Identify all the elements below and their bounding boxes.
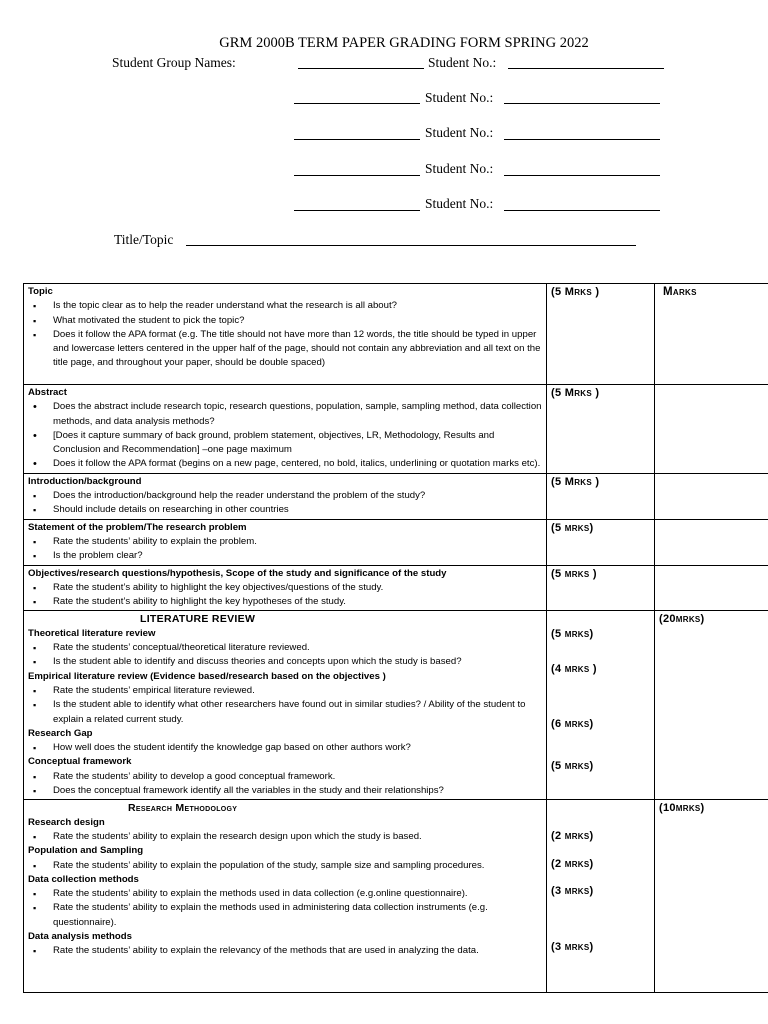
- objectives-score-cell[interactable]: [655, 565, 768, 611]
- form-title: GRM 2000B TERM PAPER GRADING FORM SPRING 2022: [219, 35, 589, 51]
- abstract-score-cell[interactable]: [655, 385, 768, 474]
- list-item: ▪ Does it follow the APA format (e.g. The title should not have more than 12 words, the title should be typed in upper and lowercase letters centered in the upper half of the page, should not contain any abbreviation and all text on the title page, and throughout your paper, should be double spaced): [28, 328, 542, 371]
- section-title-research-methodology: Research Methodology: [128, 802, 238, 815]
- subsection-title-empirical: Empirical literature review (Evidence based/research based on the objectives ): [28, 670, 386, 682]
- subsection-title-data-analysis: Data analysis methods: [28, 930, 132, 942]
- list-item: ▪ What motivated the student to pick the topic?: [28, 314, 542, 328]
- marks-header-cell[interactable]: [655, 284, 768, 385]
- problem-marks-cell: [547, 519, 655, 565]
- list-item: ▪ Rate the students’ conceptual/theoretical literature reviewed.: [28, 641, 542, 655]
- literature-criteria-cell: [24, 611, 547, 800]
- literature-total-marks: (20mrks): [659, 613, 705, 626]
- list-item: ▪ Rate the student’s ability to highlight the key hypotheses of the study.: [28, 595, 542, 609]
- group-name-line-2[interactable]: [294, 103, 420, 104]
- topic-marks-cell: [547, 284, 655, 385]
- list-item: ▪ Is the student able to identify what other researchers have found out in similar studies? / Ability of the student to explain a related current study.: [28, 698, 542, 727]
- group-name-line-3[interactable]: [294, 139, 420, 140]
- section-title-objectives: Objectives/research questions/hypothesis, Scope of the study and significance of the study: [28, 567, 447, 579]
- student-no-line-5[interactable]: [504, 210, 660, 211]
- group-name-line-5[interactable]: [294, 210, 420, 211]
- methodology-total-marks: (10mrks): [659, 802, 705, 815]
- group-name-line-4[interactable]: [294, 175, 420, 176]
- topic-marks-value: (5 Mrks ): [551, 286, 600, 298]
- student-no-line-4[interactable]: [504, 175, 660, 176]
- student-no-label-2: Student No.:: [425, 90, 494, 105]
- problem-score-cell[interactable]: [655, 519, 768, 565]
- list-item: ▪ How well does the student identify the knowledge gap based on other authors work?: [28, 741, 542, 755]
- group-name-line-1[interactable]: [298, 68, 424, 69]
- subsection-title-research-design: Research design: [28, 816, 105, 828]
- section-title-abstract: Abstract: [28, 387, 67, 398]
- list-item: ▪ Does the conceptual framework identify all the variables in the study and their relationships?: [28, 784, 542, 798]
- list-item: ▪ Rate the students’ ability to develop a good conceptual framework.: [28, 770, 542, 784]
- abstract-marks-value: (5 Mrks ): [551, 387, 600, 399]
- list-item: ▪ Rate the student’s ability to highlight the key objectives/questions of the study.: [28, 581, 542, 595]
- student-no-line-1[interactable]: [508, 68, 664, 69]
- introduction-score-cell[interactable]: [655, 473, 768, 519]
- student-no-label-1: Student No.:: [428, 55, 497, 70]
- objectives-marks-cell: [547, 565, 655, 611]
- abstract-criteria-cell: [24, 385, 547, 474]
- student-no-label-5: Student No.:: [425, 196, 494, 211]
- student-group-names-label: Student Group Names:: [112, 55, 236, 70]
- student-no-line-3[interactable]: [504, 139, 660, 140]
- population-sampling-marks-value: (2 mrks): [551, 857, 594, 870]
- subsection-title-theoretical: Theoretical literature review: [28, 627, 156, 639]
- literature-marks-cell: [547, 611, 655, 800]
- table-row-problem: [24, 519, 768, 565]
- section-title-literature-review: LITERATURE REVIEW: [140, 613, 256, 626]
- list-item: • [Does it capture summary of back ground, problem statement, objectives, LR, Methodology, Results and Conclusion and Recommendation] –one page maximum: [28, 429, 542, 458]
- methodology-score-cell[interactable]: [655, 800, 768, 993]
- methodology-marks-cell: [547, 800, 655, 993]
- research-gap-marks-value: (6 mrks): [551, 718, 594, 731]
- data-collection-marks-value: (3 mrks): [551, 884, 594, 897]
- list-item: • Does it follow the APA format (begins on a new page, centered, no bold, italics, underlining or quotation marks etc).: [28, 457, 542, 471]
- table-row-topic: [24, 284, 768, 385]
- table-row-objectives: [24, 565, 768, 611]
- topic-criteria-cell: [24, 284, 547, 385]
- student-no-line-2[interactable]: [504, 103, 660, 104]
- table-row-introduction: [24, 473, 768, 519]
- list-item: ▪ Rate the students’ empirical literature reviewed.: [28, 684, 542, 698]
- table-row-research-methodology: [24, 800, 768, 993]
- research-design-marks-value: (2 mrks): [551, 830, 594, 843]
- title-topic-label: Title/Topic: [114, 232, 174, 247]
- list-item: • Does the abstract include research topic, research questions, population, sample, sampling method, data collection methods, and data analysis methods?: [28, 400, 542, 429]
- list-item: ▪ Is the student able to identify and discuss theories and concepts upon which the study is based?: [28, 655, 542, 669]
- list-item: ▪ Should include details on researching in other countries: [28, 503, 542, 517]
- objectives-marks-value: (5 mrks ): [551, 567, 597, 580]
- list-item: ▪ Rate the students’ ability to explain the population of the study, sample size and sampling procedures.: [28, 859, 542, 873]
- list-item: ▪ Rate the students’ ability to explain the research design upon which the study is based.: [28, 830, 542, 844]
- section-title-topic: Topic: [28, 286, 53, 297]
- subsection-title-population-sampling: Population and Sampling: [28, 845, 144, 857]
- table-row-literature-review: [24, 611, 768, 800]
- subsection-title-research-gap: Research Gap: [28, 727, 93, 739]
- subsection-title-data-collection: Data collection methods: [28, 873, 139, 885]
- problem-criteria-cell: [24, 519, 547, 565]
- empirical-marks-value: (4 mrks ): [551, 662, 597, 675]
- table-row-abstract: [24, 385, 768, 474]
- list-item: ▪ Rate the students’ ability to explain the problem.: [28, 535, 542, 549]
- objectives-criteria-cell: [24, 565, 547, 611]
- list-item: ▪ Rate the students’ ability to explain the methods used in data collection (e.g.online questionnaire).: [28, 887, 542, 901]
- list-item: ▪ Rate the students’ ability to explain the methods used in administering data collection instruments (e.g. questionnaire).: [28, 901, 542, 930]
- introduction-marks-value: (5 Mrks ): [551, 475, 600, 488]
- data-analysis-marks-value: (3 mrks): [551, 941, 594, 954]
- list-item: ▪ Does the introduction/background help the reader understand the problem of the study?: [28, 489, 542, 503]
- introduction-criteria-cell: [24, 473, 547, 519]
- problem-marks-value: (5 mrks): [551, 521, 594, 534]
- abstract-marks-cell: [547, 385, 655, 474]
- student-no-label-4: Student No.:: [425, 161, 494, 176]
- marks-column-header: Marks: [663, 286, 697, 298]
- student-no-label-3: Student No.:: [425, 125, 494, 140]
- section-title-introduction: Introduction/background: [28, 475, 142, 487]
- introduction-marks-cell: [547, 473, 655, 519]
- conceptual-framework-marks-value: (5 mrks): [551, 760, 594, 773]
- literature-score-cell[interactable]: [655, 611, 768, 800]
- list-item: ▪ Is the topic clear as to help the reader understand what the research is all about?: [28, 299, 542, 313]
- list-item: ▪ Rate the students’ ability to explain the relevancy of the methods that are used in analyzing the data.: [28, 944, 542, 958]
- theoretical-marks-value: (5 mrks): [551, 628, 594, 641]
- form-header: [0, 0, 768, 260]
- section-title-problem: Statement of the problem/The research problem: [28, 521, 247, 533]
- grading-table: [23, 283, 768, 993]
- subsection-title-conceptual-framework: Conceptual framework: [28, 756, 132, 768]
- methodology-criteria-cell: [24, 800, 547, 993]
- title-topic-line[interactable]: [186, 245, 636, 246]
- list-item: ▪ Is the problem clear?: [28, 549, 542, 563]
